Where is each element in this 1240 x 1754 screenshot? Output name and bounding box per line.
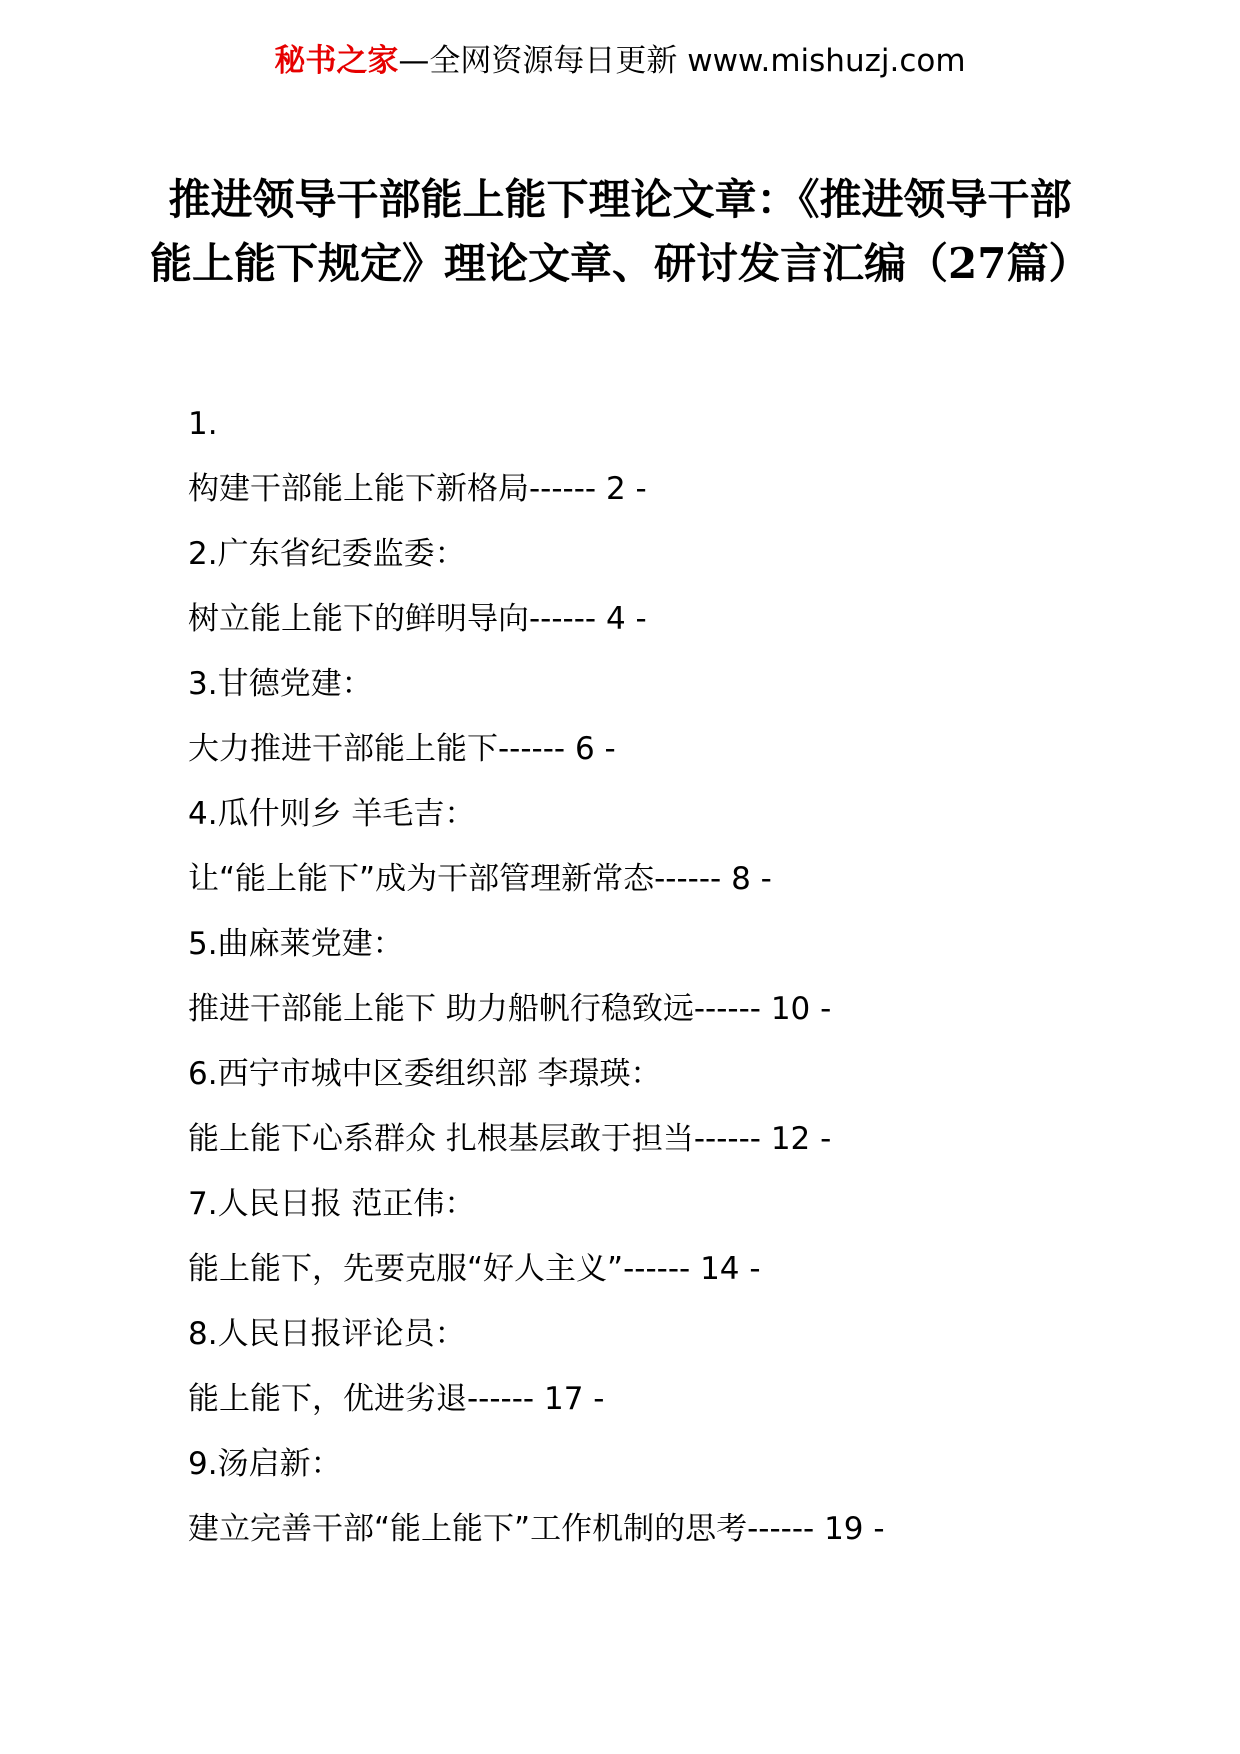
toc-entry-8: 能上能下，优进劣退------ 17 - <box>188 1381 605 1417</box>
toc-source-1: 1. <box>188 406 218 442</box>
toc-source-7: 7.人民日报 范正伟： <box>188 1186 476 1222</box>
site-tagline: —全网资源每日更新 www.mishuzj.com <box>398 43 966 79</box>
toc-entry-6: 能上能下心系群众 扎根基层敢于担当------ 12 - <box>188 1121 832 1157</box>
toc-source-8: 8.人民日报评论员： <box>188 1316 466 1352</box>
toc-source-2: 2.广东省纪委监委： <box>188 536 466 572</box>
site-brand: 秘书之家 <box>274 43 399 79</box>
toc-source-9: 9.汤启新： <box>188 1446 342 1482</box>
site-header <box>0 40 1240 82</box>
toc-entry-7: 能上能下，先要克服“好人主义”------ 14 - <box>188 1251 761 1287</box>
toc-source-4: 4.瓜什则乡 羊毛吉： <box>188 796 476 832</box>
toc-entry-9: 建立完善干部“能上能下”工作机制的思考------ 19 - <box>188 1511 885 1547</box>
toc-entry-2: 树立能上能下的鲜明导向------ 4 - <box>188 601 647 637</box>
toc-source-3: 3.甘德党建： <box>188 666 373 702</box>
toc-entry-3: 大力推进干部能上能下------ 6 - <box>188 731 616 767</box>
table-of-contents <box>188 400 1188 1570</box>
document-title: 推进领导干部能上能下理论文章：《推进领导干部能上能下规定》理论文章、研讨发言汇编（27篇） <box>150 175 1091 288</box>
toc-source-6: 6.西宁市城中区委组织部 李璟瑛： <box>188 1056 662 1092</box>
toc-entry-4: 让“能上能下”成为干部管理新常态------ 8 - <box>188 861 772 897</box>
toc-entry-1: 构建干部能上能下新格局------ 2 - <box>188 471 647 507</box>
toc-source-5: 5.曲麻莱党建： <box>188 926 404 962</box>
toc-entry-5: 推进干部能上能下 助力船帆行稳致远------ 10 - <box>188 991 832 1027</box>
